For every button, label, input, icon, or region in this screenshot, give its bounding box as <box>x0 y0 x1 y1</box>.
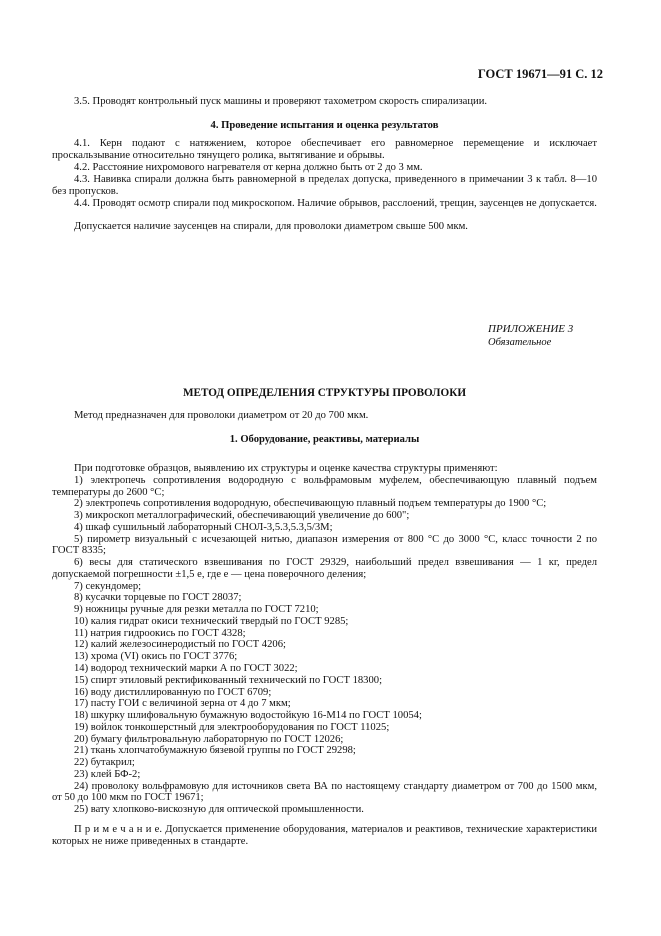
list-item: 23) клей БФ-2; <box>74 768 141 780</box>
appendix-label: ПРИЛОЖЕНИЕ 3 <box>488 323 574 335</box>
list-item: 10) калия гидрат окиси технический твердый по ГОСТ 9285; <box>74 615 349 627</box>
method-title: МЕТОД ОПРЕДЕЛЕНИЯ СТРУКТУРЫ ПРОВОЛОКИ <box>182 387 467 399</box>
list-item: 18) шкурку шлифовальную бумажную водостойкую 16-М14 по ГОСТ 10054; <box>74 710 422 722</box>
section-4-title: 4. Проведение испытания и оценка результатов <box>210 120 439 131</box>
list-item: 2) электропечь сопротивления водородную, обеспечивающую плавный подъем температуры до 1900 °С; <box>74 498 547 510</box>
list-item: 3) микроскоп металлографический, обеспечивающий увеличение до 600"; <box>74 510 410 522</box>
equipment-list <box>52 463 597 816</box>
list-item: 6) весы для статического взвешивания по ГОСТ 29329, наибольший предел взвешивания — 1 кг, предел допускаемой погрешности ±1,5 е, где е — цена поверочного деления; <box>52 557 597 580</box>
page-header: ГОСТ 19671—91 С. 12 <box>477 67 603 81</box>
list-item: 20) бумагу фильтровальную лабораторную по ГОСТ 12026; <box>74 733 344 745</box>
list-item: 13) хрома (VI) окись по ГОСТ 3776; <box>74 651 238 663</box>
paragraph-4-2: 4.2. Расстояние нихромового нагревателя от керна должно быть от 2 до 3 мм. <box>74 162 423 173</box>
paragraph-4-1: 4.1. Керн подают с натяжением, которое обеспечивает его равномерное перемещение и исключает проскальзывание относительно тянущего ролика, вытягивание и обрывы. <box>52 138 597 161</box>
list-item: 1) электропечь сопротивления водородную с вольфрамовым муфелем, обеспечивающую плавный подъем температуры до 2600 °С; <box>52 474 597 498</box>
list-item: 15) спирт этиловый ректификованный технический по ГОСТ 18300; <box>74 674 383 686</box>
paragraph-3-5: 3.5. Проводят контрольный пуск машины и проверяют тахометром скорость спирализации. <box>74 96 488 107</box>
paragraph-4-5: Допускается наличие заусенцев на спирали, для проволоки диаметром свыше 500 мкм. <box>74 221 468 232</box>
list-intro: При подготовке образцов, выявлению их структуры и оценке качества структуры применяют: <box>74 463 498 474</box>
list-item: 7) секундомер; <box>74 580 142 592</box>
note-text: Допускается применение оборудования, материалов и реактивов, технические характеристики которых не ниже приведенных в стандарте. <box>52 824 598 847</box>
list-item: 11) натрия гидроокись по ГОСТ 4328; <box>74 627 246 639</box>
list-item: 21) ткань хлопчатобумажную бязевой группы по ГОСТ 29298; <box>74 745 356 757</box>
paragraph-4-3: 4.3. Навивка спирали должна быть равномерной в пределах допуска, приведенного в примечании 3 к табл. 8—10 без пропусков. <box>52 174 597 197</box>
list-item: 12) калий железосинеродистый по ГОСТ 4206; <box>74 639 286 651</box>
appendix-status: Обязательное <box>488 337 552 348</box>
paragraph-4-4: 4.4. Проводят осмотр спирали под микроскопом. Наличие обрывов, расслоений, трещин, заусенцев не допускается. <box>74 198 597 209</box>
list-item: 14) водород технический марки А по ГОСТ 3022; <box>74 663 298 675</box>
list-item: 24) проволоку вольфрамовую для источников света ВА по настоящему стандарту диаметром от 700 до 1500 мкм, от 50 до 100 мкм по ГОСТ 19671; <box>52 780 597 804</box>
list-item: 8) кусачки торцевые по ГОСТ 28037; <box>74 592 242 604</box>
note-label: П р и м е ч а н и е. <box>74 824 162 835</box>
list-item: 9) ножницы ручные для резки металла по ГОСТ 7210; <box>74 604 319 616</box>
list-item: 4) шкаф сушильный лабораторный СНОЛ-3,5.3,5.3,5/3М; <box>74 521 333 533</box>
list-item: 16) воду дистиллированную по ГОСТ 6709; <box>74 686 272 698</box>
list-item: 17) пасту ГОИ с величиной зерна от 4 до 7 мкм; <box>74 698 291 710</box>
note <box>52 824 597 848</box>
list-item: 5) пирометр визуальный с исчезающей нитью, диапазон измерения от 800 °С до 3000 °С, класс точности 2 по ГОСТ 8335; <box>52 533 597 557</box>
list-item: 22) бутакрил; <box>74 757 135 769</box>
section-1-title: 1. Оборудование, реактивы, материалы <box>229 434 420 445</box>
list-item: 19) войлок тонкошерстный для электрооборудования по ГОСТ 11025; <box>74 721 390 733</box>
method-intro: Метод предназначен для проволоки диаметром от 20 до 700 мкм. <box>74 410 369 421</box>
list-item: 25) вату хлопково-вискозную для оптической промышленности. <box>74 804 364 816</box>
